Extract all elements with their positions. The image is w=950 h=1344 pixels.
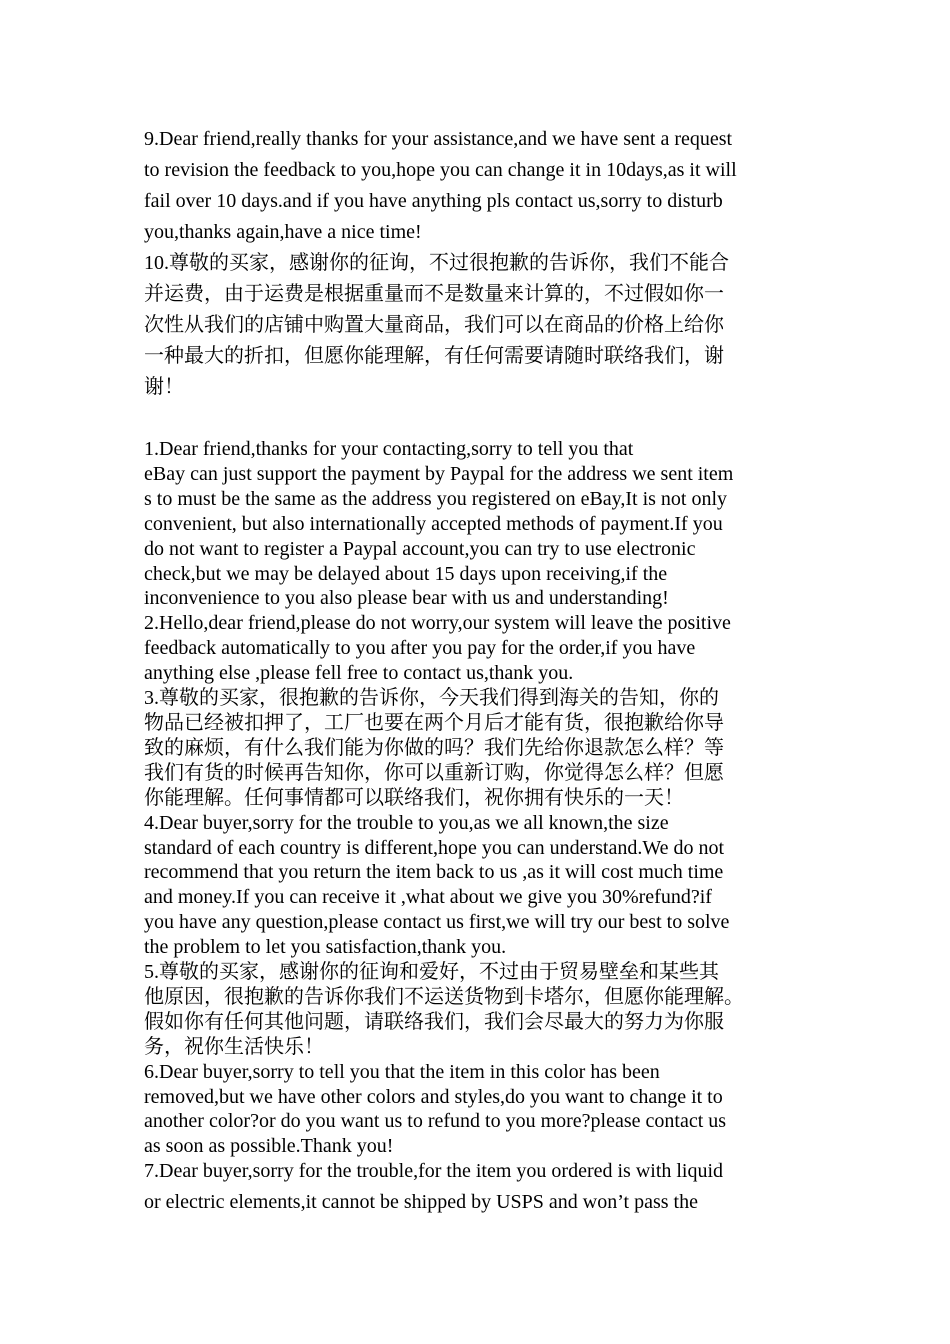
paragraph-5: 5.尊敬的买家，感谢你的征询和爱好，不过由于贸易壁垒和某些其 他原因，很抱歉的告诉你我们不运送货物到卡塔尔，但愿你能理解。 假如你有任何其他问题，请联络我们，我们会尽最大的努力为你服 务，祝你生活快乐！ bbox=[144, 961, 744, 1058]
paragraph-2: 2.Hello,dear friend,please do not worry,our system will leave the positive feedback automatically to you after you pay for the order,if you have anything else ,please fell free to contact us,thank you. bbox=[144, 612, 731, 685]
bottom-text-block bbox=[144, 437, 808, 1221]
paragraph-10: 10.尊敬的买家，感谢你的征询，不过很抱歉的告诉你，我们不能合 并运费，由于运费是根据重量而不是数量来计算的，不过假如你一 次性从我们的店铺中购置大量商品，我们可以在商品的价格上给你 一种最大的折扣，但愿你能理解，有任何需要请随时联络我们，谢 谢！ bbox=[144, 252, 729, 398]
paragraph-4: 4.Dear buyer,sorry for the trouble to you,as we all known,the size standard of each country is different,hope you can understand.We do not recommend that you return the item back to us ,as it will cost much time and money.If you can receive it ,what about we give you 30%refund?if you have any question,please contact us first,we will try our best to solve the problem to let you satisfaction,thank you. bbox=[144, 811, 730, 959]
paragraph-1: 1.Dear friend,thanks for your contacting,sorry to tell you that eBay can just support the payment by Paypal for the address we sent item s to must be the same as the address you registered on eBay,It is not only convenient, but also internationally accepted methods of payment.If you do not want to register a Paypal account,you can try to use electronic check,but we may be delayed about 15 days upon receiving,if the inconvenience to you also please bear with us and understanding! bbox=[144, 438, 734, 610]
paragraph-9: 9.Dear friend,really thanks for your assistance,and we have sent a request to revision the feedback to you,hope you can change it in 10days,as it will fail over 10 days.and if you have anything pls contact us,sorry to disturb you,thanks again,have a nice time! bbox=[144, 128, 737, 243]
paragraph-7-line-2: or electric elements,it cannot be shipped by USPS and won’t pass the bbox=[144, 1191, 698, 1214]
paragraph-3: 3.尊敬的买家，很抱歉的告诉你，今天我们得到海关的告知，你的 物品已经被扣押了，工厂也要在两个月后才能有货，很抱歉给你导 致的麻烦，有什么我们能为你做的吗？我们先给你退款怎么样？等 我们有货的时候再告知你，你可以重新订购，你觉得怎么样？但愿 你能理解。任何事情都可以联络我们，祝你拥有快乐的一天！ bbox=[144, 687, 724, 809]
paragraph-6: 6.Dear buyer,sorry to tell you that the item in this color has been removed,but we have other colors and styles,do you want to change it to another color?or do you want us to refund to you more?please contact us as soon as possible.Thank you! bbox=[144, 1060, 727, 1158]
paragraph-7-line-1: 7.Dear buyer,sorry for the trouble,for the item you ordered is with liquid bbox=[144, 1160, 724, 1183]
top-text-block bbox=[144, 124, 808, 403]
